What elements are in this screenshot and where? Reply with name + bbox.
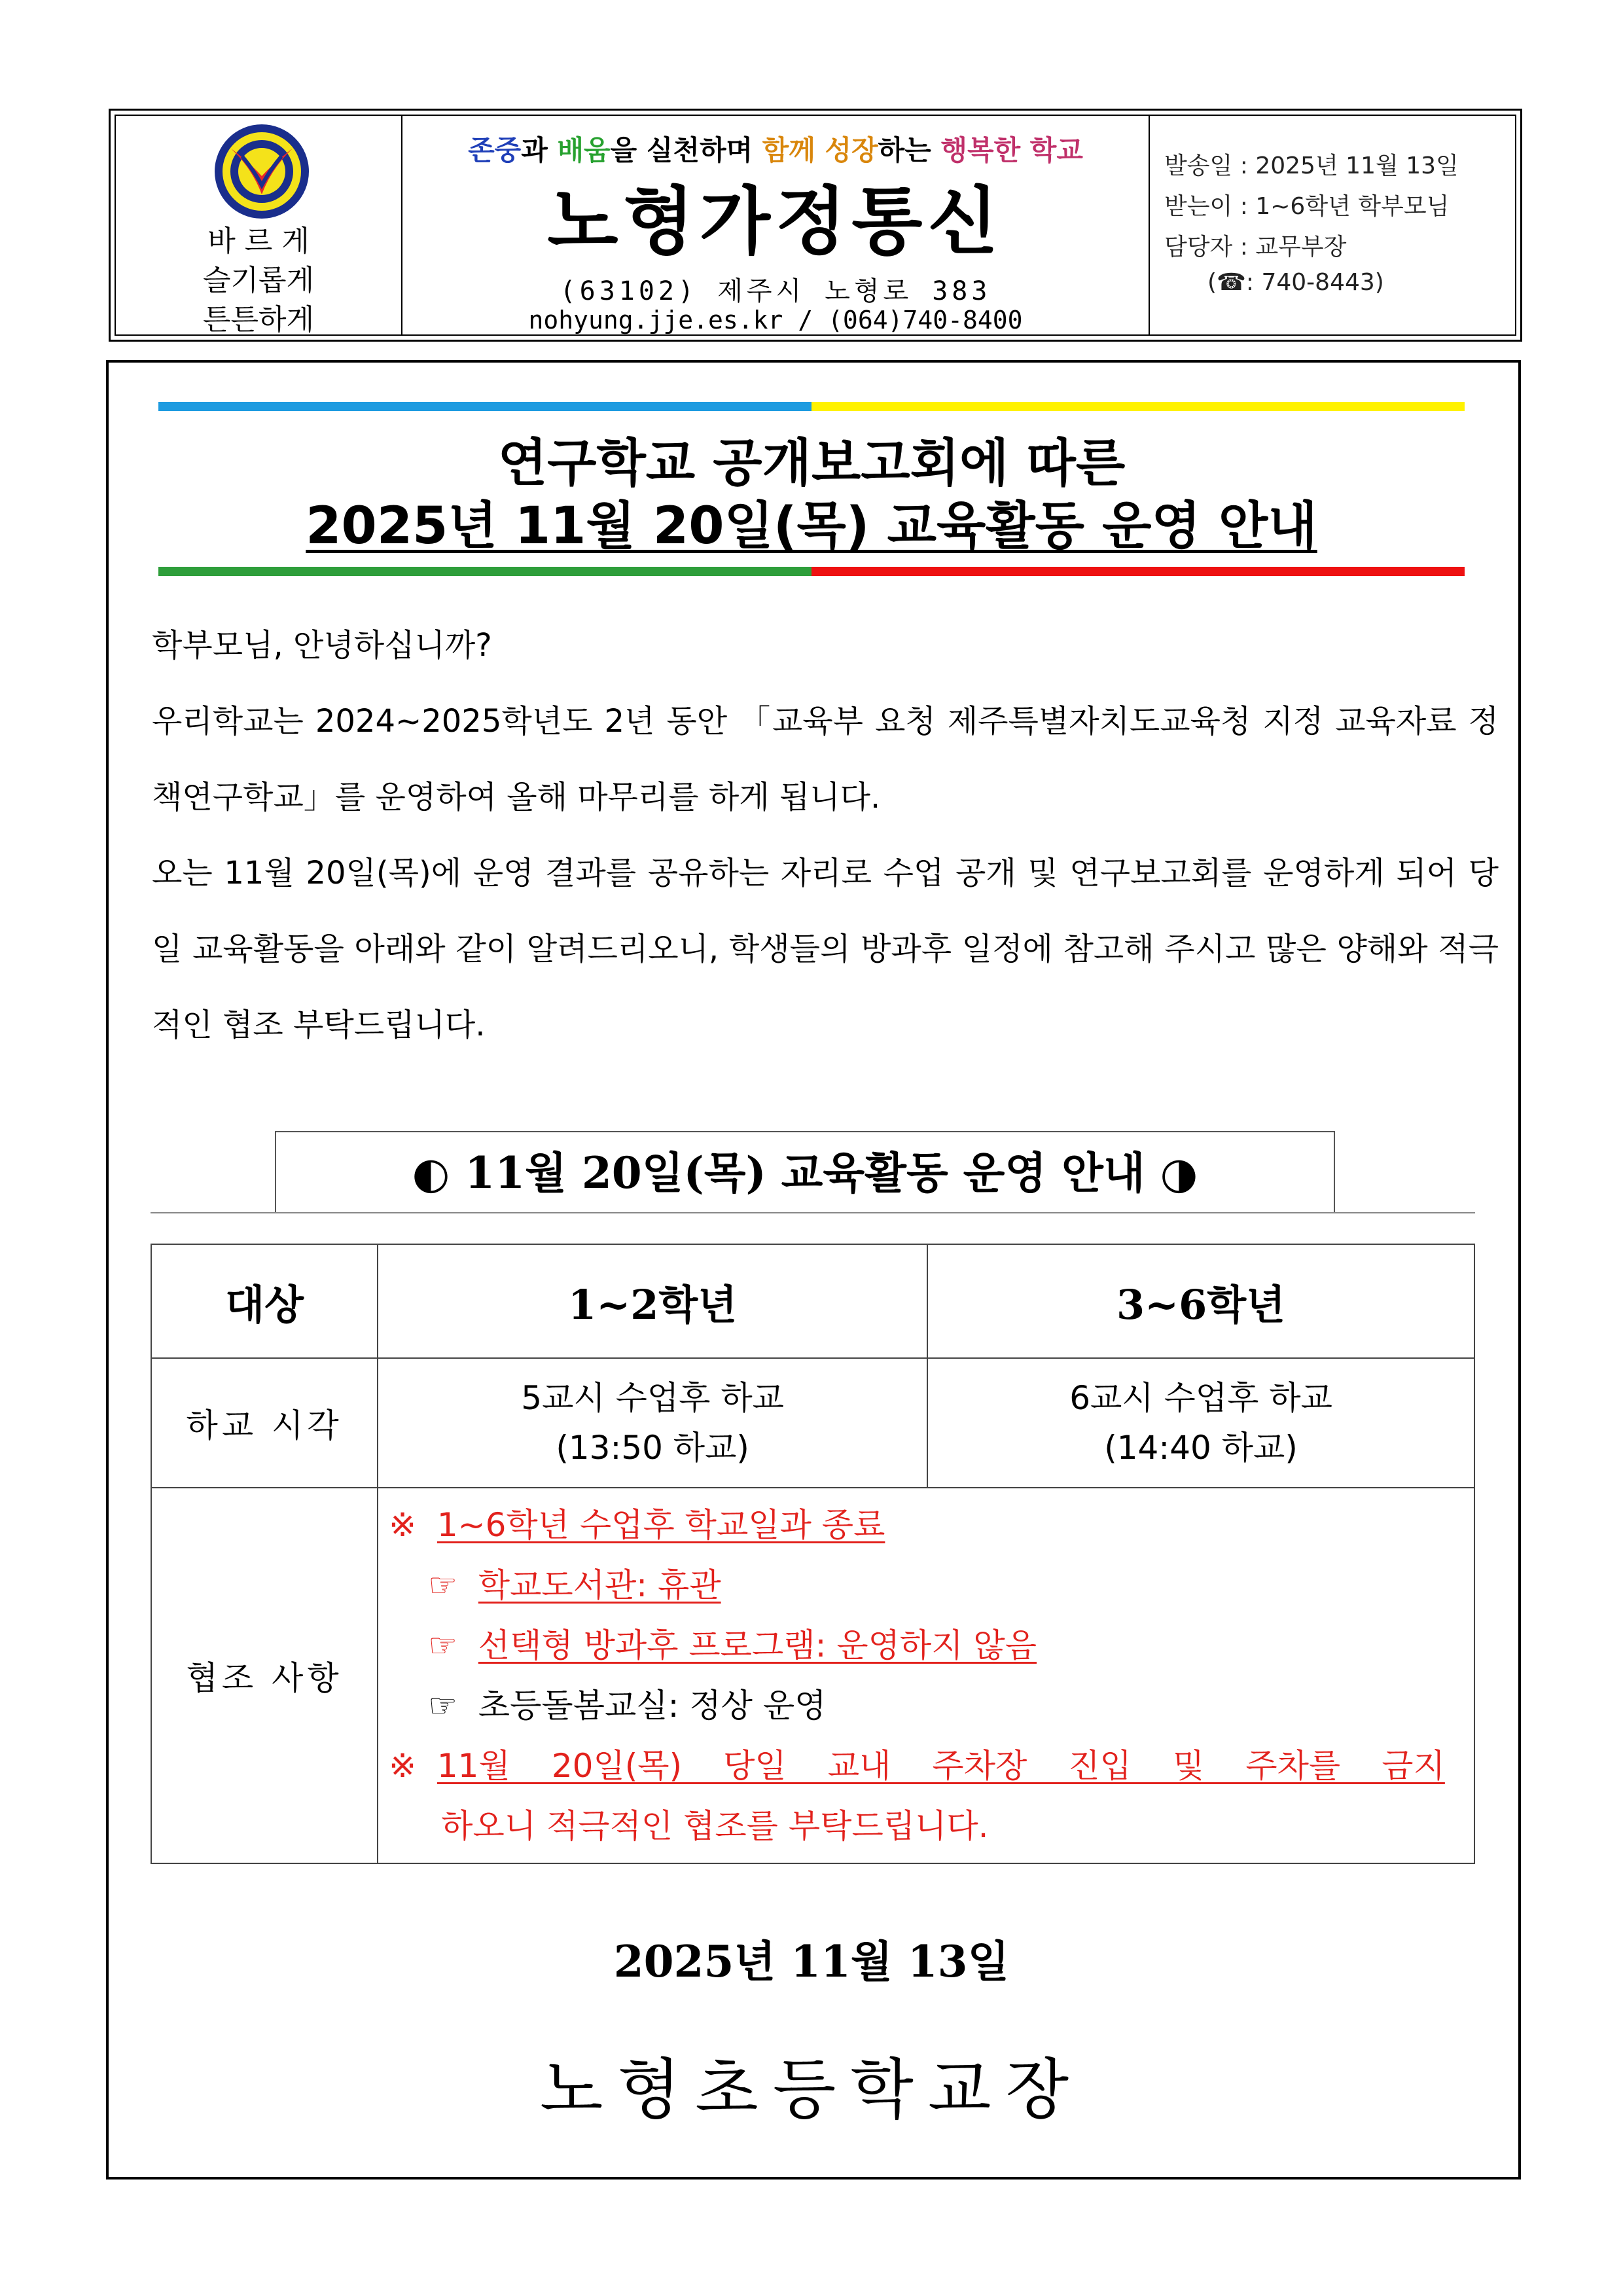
reference-mark-icon: ※	[389, 1747, 417, 1785]
motto-2: 슬기롭게	[202, 264, 314, 297]
pointing-hand-icon: ☞	[428, 1626, 457, 1664]
reference-mark-icon: ※	[389, 1506, 417, 1544]
slogan-part: 행복한 학교	[940, 134, 1083, 166]
table-row-notes	[151, 1488, 1474, 1863]
notes-cell	[378, 1488, 1474, 1863]
note-text: 초등돌봄교실: 정상 운영	[478, 1687, 827, 1725]
dismissal-label: 하교 시각	[151, 1358, 378, 1488]
paragraph-1: 우리학교는 2024~2025학년도 2년 동안 「교육부 요청 제주특별자치도교육청 지정 교육자료 정책연구학교」를 운영하여 올해 마무리를 하게 됩니다.	[152, 703, 1499, 816]
note-4	[389, 1676, 1463, 1736]
note-text: 1~6학년 수업후 학교일과 종료	[437, 1506, 885, 1544]
header-inner	[115, 115, 1516, 336]
note-text: 11월 20일(목) 당일 교내 주차장 진입 및 주차를 금지	[437, 1747, 1445, 1785]
school-slogan	[402, 129, 1149, 168]
slogan-part: 배움	[557, 134, 611, 166]
pointing-hand-icon: ☞	[428, 1687, 457, 1725]
header-grade-1-2: 1~2학년	[378, 1244, 927, 1358]
title-line-2: 2025년 11월 20일(목) 교육활동 운영 안내	[306, 497, 1317, 556]
school-address: (63102) 제주시 노형로 383	[560, 276, 991, 306]
note-text: 선택형 방과후 프로그램: 운영하지 않음	[478, 1626, 1037, 1664]
meta-contact: 담당자 : 교무부장	[1164, 234, 1347, 260]
school-website[interactable]: nohyung.jje.es.kr / (064)740-8400	[528, 306, 1023, 334]
slogan-part: 존중	[468, 134, 522, 166]
motto-3: 튼튼하게	[202, 303, 314, 336]
pointing-hand-icon: ☞	[428, 1566, 457, 1604]
dismissal-grade-3-6	[927, 1358, 1474, 1488]
meta-send-date: 발송일 : 2025년 11월 13일	[1164, 152, 1459, 179]
letter-body	[131, 607, 1499, 1063]
motto-1: 바 르 게	[207, 224, 310, 258]
main-title	[157, 432, 1466, 558]
note-2	[389, 1555, 1463, 1615]
dismissal-text: 5교시 수업후 하교	[521, 1379, 784, 1417]
dismissal-time: (14:40 하교)	[1104, 1429, 1298, 1467]
greeting: 학부모님, 안녕하십니까?	[152, 627, 492, 664]
header-center	[402, 116, 1149, 334]
newsletter-title: 노형가정통신	[547, 179, 1004, 264]
logo-cell	[116, 116, 401, 334]
slogan-part: 함께 성장	[762, 134, 878, 166]
dismissal-time: (13:50 하교)	[556, 1429, 749, 1467]
top-bar-right	[812, 402, 1465, 411]
dismissal-grade-1-2	[378, 1358, 927, 1488]
note-text: 학교도서관: 휴관	[478, 1566, 721, 1604]
letter-header	[109, 109, 1522, 342]
note-5-continued	[389, 1796, 1463, 1856]
table-row-dismissal	[151, 1358, 1474, 1488]
notes-label: 협조 사항	[151, 1488, 378, 1863]
note-1	[389, 1495, 1463, 1555]
dismissal-text: 6교시 수업후 하교	[1069, 1379, 1332, 1417]
bottom-bar-right	[812, 567, 1465, 576]
note-text: 하오니 적극적인 협조를 부탁드립니다.	[441, 1807, 989, 1845]
schedule-table	[151, 1244, 1475, 1864]
note-5	[389, 1736, 1463, 1796]
section-underline	[151, 1212, 1475, 1213]
meta-recipient: 받는이 : 1~6학년 학부모님	[1164, 193, 1450, 220]
issue-date: 2025년 11월 13일	[613, 1936, 1010, 1987]
table-header-row	[151, 1244, 1474, 1358]
header-grade-3-6: 3~6학년	[927, 1244, 1474, 1358]
note-3	[389, 1615, 1463, 1676]
slogan-part: 과	[521, 134, 558, 166]
section-heading: ◐ 11월 20일(목) 교육활동 운영 안내 ◑	[275, 1131, 1335, 1213]
school-logo-icon	[213, 122, 311, 221]
slogan-part: 을 실천하며	[610, 134, 762, 166]
paragraph-2: 오는 11월 20일(목)에 운영 결과를 공유하는 자리로 수업 공개 및 연구보고회를 운영하게 되어 당일 교육활동을 아래와 같이 알려드리오니, 학생들의 방과후 일정에 참고해 주시고 많은 양해와 적극적인 협조 부탁드립니다.	[152, 855, 1499, 1043]
header-target: 대상	[151, 1244, 378, 1358]
header-meta	[1150, 116, 1515, 334]
top-bar-left	[158, 402, 812, 411]
bottom-bar-left	[158, 567, 812, 576]
principal-signature: 노형초등학교장	[539, 2051, 1084, 2128]
slogan-part: 하는	[878, 134, 941, 166]
title-line-1: 연구학교 공개보고회에 따른	[497, 434, 1126, 493]
meta-phone: (☎: 740-8443)	[1207, 269, 1384, 296]
